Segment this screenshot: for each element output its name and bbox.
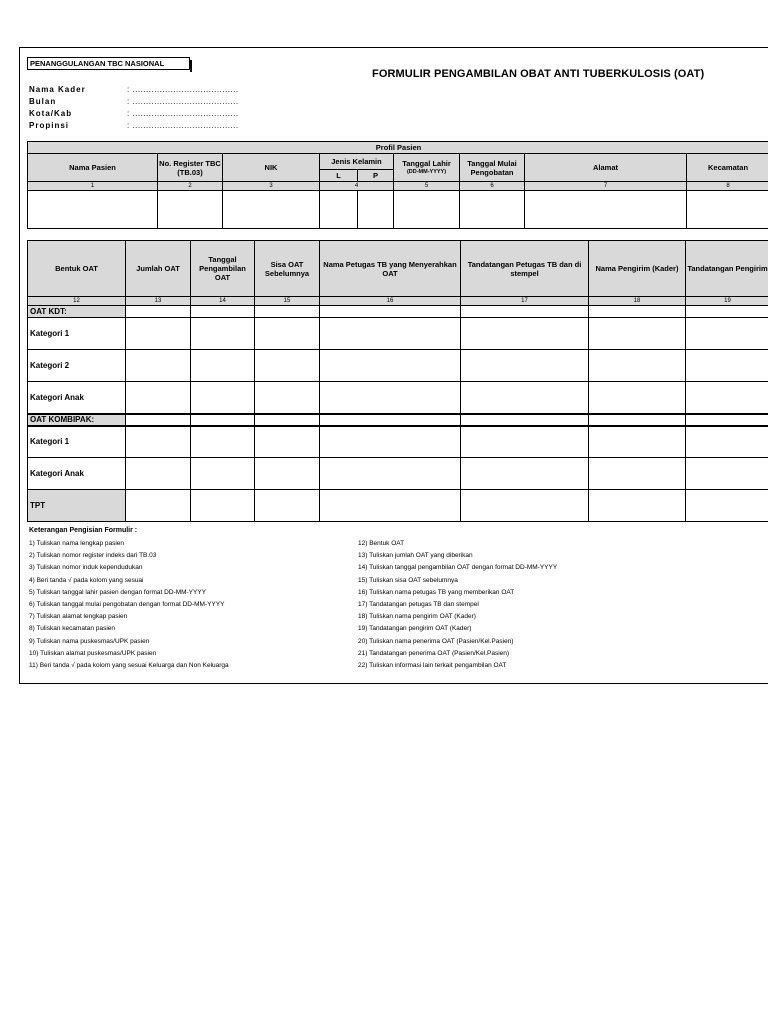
input-cell[interactable] bbox=[126, 382, 191, 414]
input-cell[interactable] bbox=[126, 426, 191, 458]
field-value: : ....................................... bbox=[127, 109, 239, 118]
note-item: 1) Tuliskan nama lengkap pasien bbox=[29, 540, 125, 547]
input-cell[interactable] bbox=[320, 426, 461, 458]
col-tanggal-pengambilan: Tanggal Pengambilan OAT bbox=[191, 241, 255, 297]
notes-right-column bbox=[358, 538, 688, 672]
col-number: 16 bbox=[320, 297, 461, 306]
form-title: FORMULIR PENGAMBILAN OBAT ANTI TUBERKULOSIS (OAT) bbox=[372, 68, 705, 80]
col-ttd-pengirim: Tandatangan Pengirim bbox=[686, 241, 768, 297]
col-number: 13 bbox=[126, 297, 191, 306]
field-propinsi[interactable] bbox=[29, 120, 239, 132]
input-cell[interactable] bbox=[320, 318, 461, 350]
empty-cell bbox=[320, 306, 461, 318]
input-cell[interactable] bbox=[589, 490, 686, 522]
input-cell[interactable] bbox=[126, 490, 191, 522]
input-cell[interactable] bbox=[461, 318, 589, 350]
field-nama-kader[interactable] bbox=[29, 84, 239, 96]
col-kecamatan: Kecamatan bbox=[687, 154, 768, 182]
col-number: 18 bbox=[589, 297, 686, 306]
input-cell[interactable] bbox=[28, 191, 158, 229]
col-number: 14 bbox=[191, 297, 255, 306]
col-number: 2 bbox=[158, 182, 223, 191]
field-value: : ....................................... bbox=[127, 97, 239, 106]
col-number: 1 bbox=[28, 182, 158, 191]
input-cell[interactable] bbox=[191, 490, 255, 522]
tanggal-lahir-format: (DD-MM-YYYY) bbox=[406, 168, 447, 175]
input-cell[interactable] bbox=[191, 426, 255, 458]
input-cell[interactable] bbox=[158, 191, 223, 229]
note-item: 19) Tandatangan pengirim OAT (Kader) bbox=[358, 625, 472, 633]
note-item: 13) Tuliskan jumlah OAT yang diberikan bbox=[358, 552, 473, 560]
profil-pasien-table bbox=[27, 141, 768, 229]
note-item: 10) Tuliskan alamat puskesmas/UPK pasien bbox=[29, 649, 157, 657]
input-cell[interactable] bbox=[320, 191, 358, 229]
empty-cell bbox=[461, 306, 589, 318]
input-cell[interactable] bbox=[461, 490, 589, 522]
col-number: 19 bbox=[686, 297, 768, 306]
col-nama-petugas: Nama Petugas TB yang Menyerahkan OAT bbox=[320, 241, 461, 297]
col-nama-pengirim: Nama Pengirim (Kader) bbox=[589, 241, 686, 297]
input-cell[interactable] bbox=[686, 490, 768, 522]
input-cell[interactable] bbox=[589, 350, 686, 382]
note-item: 9) Tuliskan nama puskesmas/UPK pasien bbox=[29, 637, 150, 645]
input-cell[interactable] bbox=[255, 458, 320, 490]
input-cell[interactable] bbox=[686, 458, 768, 490]
oat-row-kdt-anak bbox=[28, 382, 768, 414]
col-number: 6 bbox=[460, 182, 525, 191]
col-bentuk-oat: Bentuk OAT bbox=[28, 241, 126, 297]
input-cell[interactable] bbox=[686, 318, 768, 350]
empty-cell bbox=[320, 414, 461, 426]
col-p: P bbox=[358, 170, 394, 182]
col-number: 4 bbox=[320, 182, 394, 191]
note-item: 18) Tuliskan nama pengirim OAT (Kader) bbox=[358, 613, 476, 621]
input-cell[interactable] bbox=[589, 426, 686, 458]
col-nama-pasien: Nama Pasien bbox=[28, 154, 158, 182]
input-cell[interactable] bbox=[255, 426, 320, 458]
input-cell[interactable] bbox=[461, 458, 589, 490]
input-cell[interactable] bbox=[320, 350, 461, 382]
input-cell[interactable] bbox=[126, 318, 191, 350]
input-cell[interactable] bbox=[394, 191, 460, 229]
oat-table bbox=[27, 240, 768, 522]
note-item: 3) Tuliskan nomor induk kependudukan bbox=[29, 564, 143, 572]
input-cell[interactable] bbox=[687, 191, 768, 229]
input-cell[interactable] bbox=[191, 318, 255, 350]
col-nik: NIK bbox=[223, 154, 320, 182]
note-item: 11) Beri tanda √ pada kolom yang sesuai Keluarga dan Non Keluarga bbox=[29, 661, 229, 669]
col-number: 7 bbox=[525, 182, 687, 191]
input-cell[interactable] bbox=[126, 350, 191, 382]
col-tanggal-mulai: Tanggal Mulai Pengobatan bbox=[460, 154, 525, 182]
empty-cell bbox=[126, 414, 191, 426]
field-value: : ....................................... bbox=[127, 121, 239, 130]
empty-cell bbox=[255, 414, 320, 426]
row-label-tpt: TPT bbox=[28, 490, 126, 522]
input-cell[interactable] bbox=[255, 490, 320, 522]
input-cell[interactable] bbox=[191, 382, 255, 414]
tanggal-lahir-label: Tanggal Lahir bbox=[402, 158, 451, 168]
field-label: Nama Kader bbox=[29, 85, 86, 94]
row-label: Kategori Anak bbox=[28, 458, 126, 490]
col-tanggal-lahir bbox=[394, 154, 460, 182]
note-item: 4) Beri tanda √ pada kolom yang sesuai bbox=[29, 576, 144, 584]
col-number: 5 bbox=[394, 182, 460, 191]
note-item: 14) Tuliskan tanggal pengambilan OAT dengan format DD-MM-YYYY bbox=[358, 564, 558, 572]
note-item: 8) Tuliskan kecamatan pasien bbox=[29, 625, 115, 633]
field-bulan[interactable] bbox=[29, 96, 239, 108]
empty-cell bbox=[191, 414, 255, 426]
oat-row-kombipak-kat1 bbox=[28, 426, 768, 458]
profil-entry-row bbox=[28, 191, 768, 229]
col-number: 17 bbox=[461, 297, 589, 306]
col-jumlah-oat: Jumlah OAT bbox=[126, 241, 191, 297]
input-cell[interactable] bbox=[686, 350, 768, 382]
input-cell[interactable] bbox=[320, 490, 461, 522]
empty-cell bbox=[686, 306, 768, 318]
note-item: 20) Tuliskan nama penerima OAT (Pasien/Kel.Pasien) bbox=[358, 637, 514, 645]
field-label: Bulan bbox=[29, 97, 57, 106]
col-sisa-oat: Sisa OAT Sebelumnya bbox=[255, 241, 320, 297]
input-cell[interactable] bbox=[191, 458, 255, 490]
input-cell[interactable] bbox=[461, 350, 589, 382]
field-label: Kota/Kab bbox=[29, 109, 73, 118]
org-label: PENANGGULANGAN TBC NASIONAL bbox=[27, 57, 190, 70]
input-cell[interactable] bbox=[358, 191, 394, 229]
notes-title: Keterangan Pengisian Formulir : bbox=[29, 527, 138, 534]
empty-cell bbox=[589, 306, 686, 318]
oat-row-kdt-kat2 bbox=[28, 350, 768, 382]
note-item: 2) Tuliskan nomor register indeks dari TB.03 bbox=[29, 552, 157, 560]
input-cell[interactable] bbox=[589, 382, 686, 414]
field-label: Propinsi bbox=[29, 121, 70, 130]
row-label: Kategori Anak bbox=[28, 382, 126, 414]
empty-cell bbox=[126, 306, 191, 318]
col-no-register: No. Register TBC (TB.03) bbox=[158, 154, 223, 182]
row-label: Kategori 1 bbox=[28, 318, 126, 350]
note-item: 16) Tuliskan nama petugas TB yang memberikan OAT bbox=[358, 588, 515, 596]
note-item: 15) Tuliskan sisa OAT sebelumnya bbox=[358, 576, 458, 584]
field-kota-kab[interactable] bbox=[29, 108, 239, 120]
note-item: 21) Tandatangan penerima OAT (Pasien/Kel.Pasien) bbox=[358, 649, 510, 657]
profil-group-header: Profil Pasien bbox=[28, 142, 768, 154]
col-number: 15 bbox=[255, 297, 320, 306]
col-number: 3 bbox=[223, 182, 320, 191]
notes-left-column bbox=[29, 538, 359, 672]
input-cell[interactable] bbox=[461, 426, 589, 458]
input-cell[interactable] bbox=[255, 350, 320, 382]
note-item: 12) Bentuk OAT bbox=[358, 540, 405, 547]
col-ttd-petugas: Tandatangan Petugas TB dan di stempel bbox=[461, 241, 589, 297]
input-cell[interactable] bbox=[223, 191, 320, 229]
section-oat-kdt: OAT KDT: bbox=[28, 306, 126, 318]
input-cell[interactable] bbox=[320, 382, 461, 414]
empty-cell bbox=[255, 306, 320, 318]
input-cell[interactable] bbox=[126, 458, 191, 490]
empty-cell bbox=[686, 414, 768, 426]
col-number: 12 bbox=[28, 297, 126, 306]
input-cell[interactable] bbox=[255, 382, 320, 414]
row-label: Kategori 1 bbox=[28, 426, 126, 458]
note-item: 17) Tandatangan petugas TB dan stempel bbox=[358, 600, 479, 608]
oat-row-kombipak-anak bbox=[28, 458, 768, 490]
input-cell[interactable] bbox=[191, 350, 255, 382]
col-alamat: Alamat bbox=[525, 154, 687, 182]
oat-row-kdt-kat1 bbox=[28, 318, 768, 350]
empty-cell bbox=[461, 414, 589, 426]
col-l: L bbox=[320, 170, 358, 182]
input-cell[interactable] bbox=[320, 458, 461, 490]
empty-cell bbox=[191, 306, 255, 318]
note-item: 22) Tuliskan informasi lain terkait pengambilan OAT bbox=[358, 661, 507, 669]
input-cell[interactable] bbox=[255, 318, 320, 350]
notes-section bbox=[29, 527, 768, 669]
empty-cell bbox=[589, 414, 686, 426]
input-cell[interactable] bbox=[589, 318, 686, 350]
field-value: : ....................................... bbox=[127, 85, 239, 94]
note-item: 6) Tuliskan tanggal mulai pengobatan dengan format DD-MM-YYYY bbox=[29, 600, 225, 608]
input-cell[interactable] bbox=[525, 191, 687, 229]
input-cell[interactable] bbox=[461, 382, 589, 414]
section-oat-kombipak: OAT KOMBIPAK: bbox=[28, 414, 126, 426]
note-item: 7) Tuliskan alamat lengkap pasien bbox=[29, 613, 128, 621]
col-jenis-kelamin: Jenis Kelamin bbox=[320, 154, 394, 170]
note-item: 5) Tuliskan tanggal lahir pasien dengan format DD-MM-YYYY bbox=[29, 588, 207, 596]
input-cell[interactable] bbox=[460, 191, 525, 229]
oat-row-tpt bbox=[28, 490, 768, 522]
input-cell[interactable] bbox=[589, 458, 686, 490]
col-number: 8 bbox=[687, 182, 768, 191]
row-label: Kategori 2 bbox=[28, 350, 126, 382]
input-cell[interactable] bbox=[686, 426, 768, 458]
input-cell[interactable] bbox=[686, 382, 768, 414]
